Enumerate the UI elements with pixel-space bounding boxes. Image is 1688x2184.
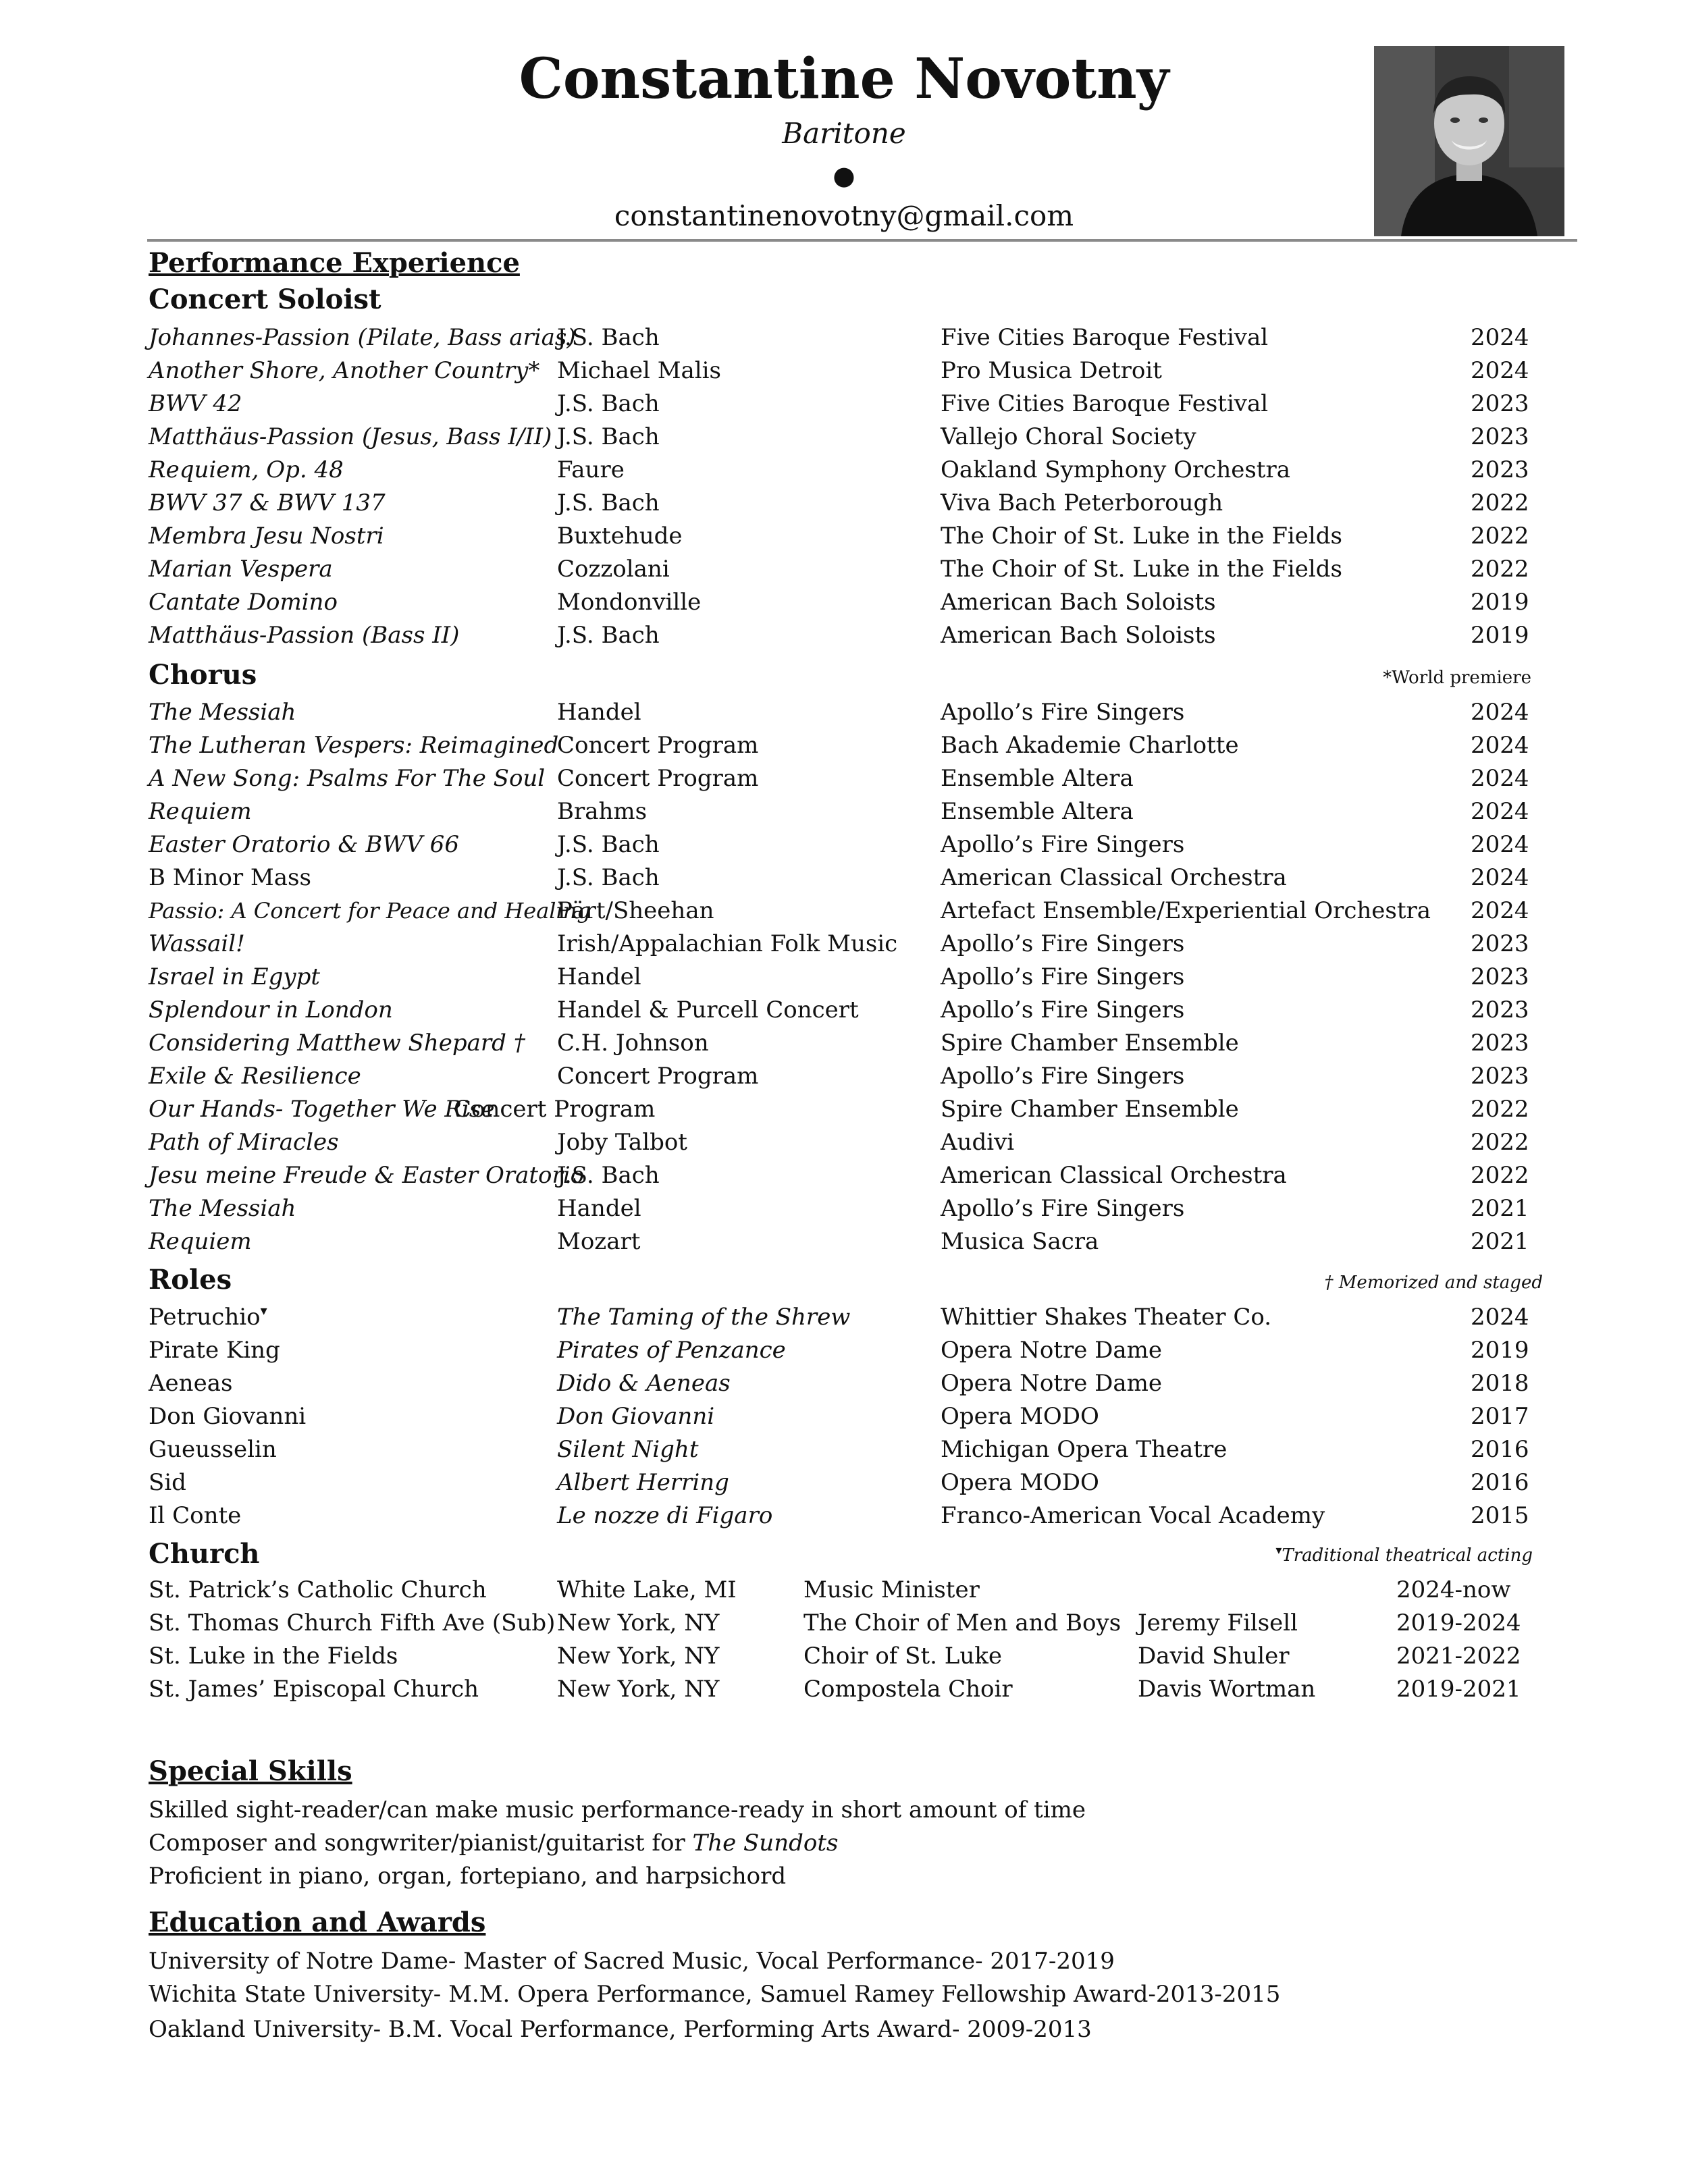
- work-title: Marian Vespera: [149, 556, 333, 583]
- table-row: [0, 1606, 1688, 1640]
- presenter: Spire Chamber Ensemble: [941, 1030, 1239, 1057]
- table-row: [0, 1026, 1688, 1060]
- role-name: Aeneas: [149, 1370, 233, 1397]
- table-row: [0, 519, 1688, 553]
- year: 2017: [1471, 1403, 1529, 1430]
- table-row: [0, 1333, 1688, 1367]
- year: 2024: [1471, 864, 1529, 891]
- work-title: Considering Matthew Shepard †: [149, 1030, 525, 1057]
- presenter: American Classical Orchestra: [941, 1162, 1287, 1189]
- role-name: Il Conte: [149, 1502, 242, 1529]
- work-title: Our Hands- Together We Rise: [149, 1096, 495, 1123]
- presenter: Vallejo Choral Society: [941, 423, 1196, 450]
- composer: J.S. Bach: [557, 423, 660, 450]
- presenter: Apollo’s Fire Singers: [941, 831, 1185, 858]
- composer: Brahms: [557, 798, 648, 825]
- table-row: [0, 420, 1688, 454]
- year: 2023: [1471, 963, 1529, 990]
- work-title: The Messiah: [149, 699, 296, 726]
- table-row: [0, 1573, 1688, 1607]
- chorus-heading: Chorus: [149, 659, 257, 691]
- traditional-acting-note: [1249, 1542, 1533, 1571]
- presenter: Apollo’s Fire Singers: [941, 930, 1185, 957]
- role-text: Petruchio: [149, 1304, 261, 1331]
- table-row: [0, 695, 1688, 729]
- work-title: The Messiah: [149, 1195, 296, 1222]
- composer: Handel: [557, 963, 641, 990]
- education-heading: Education and Awards: [149, 1907, 486, 1938]
- presenter: Apollo’s Fire Singers: [941, 699, 1185, 726]
- opera-title: Albert Herring: [557, 1469, 729, 1496]
- concert-soloist-heading: Concert Soloist: [149, 284, 381, 315]
- year: 2024: [1471, 765, 1529, 792]
- church-name: St. Luke in the Fields: [149, 1643, 398, 1670]
- role-name: Pirate King: [149, 1337, 280, 1364]
- table-row: [0, 321, 1688, 354]
- presenter: The Choir of St. Luke in the Fields: [941, 523, 1342, 550]
- year: 2023: [1471, 1030, 1529, 1057]
- education-item: Wichita State University- M.M. Opera Performance, Samuel Ramey Fellowship Award-2013-2015: [149, 1981, 1281, 2008]
- table-row: [0, 618, 1688, 652]
- year: 2024: [1471, 798, 1529, 825]
- composer: Mondonville: [557, 589, 702, 616]
- table-row: [0, 828, 1688, 861]
- company: Whittier Shakes Theater Co.: [941, 1304, 1272, 1331]
- composer: Cozzolani: [557, 556, 670, 583]
- table-row: [0, 728, 1688, 762]
- company: Opera MODO: [941, 1469, 1099, 1496]
- composer: Concert Program: [557, 765, 759, 792]
- presenter: American Classical Orchestra: [941, 864, 1287, 891]
- table-row: [0, 1125, 1688, 1159]
- presenter: Artefact Ensemble/Experiential Orchestra: [941, 897, 1431, 924]
- composer: Concert Program: [454, 1096, 656, 1123]
- years: 2019-2021: [1396, 1676, 1521, 1703]
- work-title: Another Shore, Another Country*: [149, 357, 540, 384]
- year: 2024: [1471, 357, 1529, 384]
- composer: Irish/Appalachian Folk Music: [557, 930, 898, 957]
- year: 2022: [1471, 1162, 1529, 1189]
- presenter: Ensemble Altera: [941, 765, 1134, 792]
- header-divider: [147, 239, 1577, 242]
- work-title: Passio: A Concert for Peace and Healing: [149, 898, 591, 924]
- church-name: St. James’ Episcopal Church: [149, 1676, 479, 1703]
- year: 2016: [1471, 1469, 1529, 1496]
- work-title: Matthäus-Passion (Jesus, Bass I/II): [149, 423, 552, 450]
- table-row: [0, 1092, 1688, 1126]
- table-row: [0, 1366, 1688, 1400]
- location: White Lake, MI: [557, 1576, 737, 1603]
- year: 2015: [1471, 1502, 1529, 1529]
- year: 2024: [1471, 1304, 1529, 1331]
- opera-title: Pirates of Penzance: [557, 1337, 786, 1364]
- presenter: Five Cities Baroque Festival: [941, 324, 1269, 351]
- role-name: [149, 1300, 267, 1337]
- composer: J.S. Bach: [557, 1162, 660, 1189]
- years: 2021-2022: [1396, 1643, 1521, 1670]
- table-row: [0, 387, 1688, 421]
- composer: Faure: [557, 456, 625, 483]
- opera-title: Don Giovanni: [557, 1403, 715, 1430]
- location: New York, NY: [557, 1643, 720, 1670]
- education-item: Oakland University- B.M. Vocal Performance, Performing Arts Award- 2009-2013: [149, 2016, 1092, 2043]
- table-row: [0, 1466, 1688, 1499]
- special-skills-heading: Special Skills: [149, 1755, 352, 1787]
- composer: Concert Program: [557, 732, 759, 759]
- location: New York, NY: [557, 1609, 720, 1636]
- composer: Handel: [557, 699, 641, 726]
- table-row: [0, 585, 1688, 619]
- traditional-acting-marker: ▾: [1275, 1543, 1282, 1557]
- presenter: American Bach Soloists: [941, 622, 1216, 649]
- work-title: Wassail!: [149, 930, 245, 957]
- work-title: The Lutheran Vespers: Reimagined: [149, 732, 559, 759]
- table-row: [0, 354, 1688, 388]
- work-title: Splendour in London: [149, 996, 393, 1023]
- skill-item: [149, 1826, 838, 1860]
- work-title: A New Song: Psalms For The Soul: [149, 765, 546, 792]
- year: 2022: [1471, 489, 1529, 516]
- work-title: Johannes-Passion (Pilate, Bass arias): [149, 324, 576, 351]
- opera-title: Dido & Aeneas: [557, 1370, 731, 1397]
- role-name: Don Giovanni: [149, 1403, 307, 1430]
- composer: J.S. Bach: [557, 831, 660, 858]
- year: 2024: [1471, 324, 1529, 351]
- table-row: [0, 795, 1688, 828]
- work-title: Israel in Egypt: [149, 963, 321, 990]
- table-row: [0, 552, 1688, 586]
- presenter: Audivi: [941, 1129, 1015, 1156]
- composer: J.S. Bach: [557, 864, 660, 891]
- position: Compostela Choir: [803, 1676, 1013, 1703]
- company: Opera Notre Dame: [941, 1370, 1163, 1397]
- table-row: [0, 453, 1688, 487]
- presenter: The Choir of St. Luke in the Fields: [941, 556, 1342, 583]
- skill-item: Skilled sight-reader/can make music performance-ready in short amount of time: [149, 1796, 1086, 1823]
- performance-heading: Performance Experience: [149, 247, 520, 279]
- headshot-photo: [1374, 46, 1564, 236]
- composer: Handel: [557, 1195, 641, 1222]
- year: 2022: [1471, 1096, 1529, 1123]
- table-row: [0, 894, 1688, 928]
- presenter: Bach Akademie Charlotte: [941, 732, 1239, 759]
- education-item: University of Notre Dame- Master of Sacred Music, Vocal Performance- 2017-2019: [149, 1948, 1115, 1975]
- year: 2019: [1471, 1337, 1529, 1364]
- year: 2021: [1471, 1228, 1529, 1255]
- composer: Joby Talbot: [557, 1129, 687, 1156]
- presenter: Apollo’s Fire Singers: [941, 1195, 1185, 1222]
- year: 2022: [1471, 523, 1529, 550]
- table-row: [0, 1433, 1688, 1466]
- composer: J.S. Bach: [557, 622, 660, 649]
- work-title: Membra Jesu Nostri: [149, 523, 384, 550]
- position: The Choir of Men and Boys: [803, 1609, 1122, 1636]
- company: Franco-American Vocal Academy: [941, 1502, 1325, 1529]
- presenter: American Bach Soloists: [941, 589, 1216, 616]
- headshot-image: [1374, 46, 1564, 236]
- table-row: [0, 1192, 1688, 1225]
- traditional-acting-text: Traditional theatrical acting: [1282, 1545, 1533, 1566]
- composer: Concert Program: [557, 1063, 759, 1090]
- presenter: Pro Musica Detroit: [941, 357, 1162, 384]
- company: Opera Notre Dame: [941, 1337, 1163, 1364]
- table-row: [0, 1639, 1688, 1673]
- years: 2019-2024: [1396, 1609, 1521, 1636]
- presenter: Apollo’s Fire Singers: [941, 996, 1185, 1023]
- table-row: [0, 1059, 1688, 1093]
- year: 2023: [1471, 930, 1529, 957]
- presenter: Musica Sacra: [941, 1228, 1099, 1255]
- opera-title: Silent Night: [557, 1436, 699, 1463]
- skill-text: Composer and songwriter/pianist/guitarist for: [149, 1830, 693, 1857]
- work-title: Exile & Resilience: [149, 1063, 361, 1090]
- work-title: Matthäus-Passion (Bass II): [149, 622, 460, 649]
- location: New York, NY: [557, 1676, 720, 1703]
- composer: Pärt/Sheehan: [557, 897, 714, 924]
- year: 2023: [1471, 390, 1529, 417]
- work-title: Cantate Domino: [149, 589, 338, 616]
- work-title: B Minor Mass: [149, 864, 311, 891]
- position: Music Minister: [803, 1576, 980, 1603]
- table-row: [0, 1158, 1688, 1192]
- composer: Handel & Purcell Concert: [557, 996, 859, 1023]
- composer: Mozart: [557, 1228, 641, 1255]
- presenter: Spire Chamber Ensemble: [941, 1096, 1239, 1123]
- table-row: [0, 861, 1688, 895]
- table-row: [0, 486, 1688, 520]
- year: 2024: [1471, 897, 1529, 924]
- church-heading: Church: [149, 1538, 260, 1570]
- opera-title: Le nozze di Figaro: [557, 1502, 773, 1529]
- table-row: [0, 1672, 1688, 1706]
- voice-type: Baritone: [782, 117, 906, 150]
- composer: C.H. Johnson: [557, 1030, 709, 1057]
- composer: J.S. Bach: [557, 489, 660, 516]
- table-row: [0, 993, 1688, 1027]
- presenter: Apollo’s Fire Singers: [941, 1063, 1185, 1090]
- years: 2024-now: [1396, 1576, 1511, 1603]
- church-name: St. Thomas Church Fifth Ave (Sub): [149, 1609, 556, 1636]
- year: 2022: [1471, 556, 1529, 583]
- work-title: BWV 42: [149, 390, 242, 417]
- company: Opera MODO: [941, 1403, 1099, 1430]
- composer: J.S. Bach: [557, 390, 660, 417]
- year: 2023: [1471, 996, 1529, 1023]
- presenter: Ensemble Altera: [941, 798, 1134, 825]
- director: Jeremy Filsell: [1138, 1609, 1298, 1636]
- page-title: Constantine Novotny: [519, 47, 1169, 111]
- year: 2024: [1471, 699, 1529, 726]
- year: 2021: [1471, 1195, 1529, 1222]
- table-row: [0, 1300, 1688, 1334]
- work-title: Jesu meine Freude & Easter Oratorio: [149, 1162, 585, 1189]
- traditional-acting-marker: ▾: [260, 1302, 267, 1319]
- table-row: [0, 1225, 1688, 1258]
- work-title: Requiem, Op. 48: [149, 456, 344, 483]
- work-title: Requiem: [149, 1228, 252, 1255]
- work-title: Easter Oratorio & BWV 66: [149, 831, 459, 858]
- table-row: [0, 762, 1688, 795]
- table-row: [0, 960, 1688, 994]
- presenter: Apollo’s Fire Singers: [941, 963, 1185, 990]
- presenter: Viva Bach Peterborough: [941, 489, 1223, 516]
- roles-heading: Roles: [149, 1264, 232, 1296]
- role-name: Gueusselin: [149, 1436, 277, 1463]
- year: 2019: [1471, 622, 1529, 649]
- company: Michigan Opera Theatre: [941, 1436, 1228, 1463]
- year: 2024: [1471, 831, 1529, 858]
- work-title: Path of Miracles: [149, 1129, 339, 1156]
- director: David Shuler: [1138, 1643, 1290, 1670]
- year: 2023: [1471, 423, 1529, 450]
- position: Choir of St. Luke: [803, 1643, 1002, 1670]
- table-row: [0, 927, 1688, 961]
- table-row: [0, 1400, 1688, 1433]
- band-name: The Sundots: [692, 1830, 839, 1857]
- skill-item: Proficient in piano, organ, fortepiano, and harpsichord: [149, 1863, 787, 1890]
- composer: Buxtehude: [557, 523, 683, 550]
- year: 2019: [1471, 589, 1529, 616]
- composer: Michael Malis: [557, 357, 721, 384]
- header-bullet: ●: [833, 161, 855, 190]
- presenter: Five Cities Baroque Festival: [941, 390, 1269, 417]
- composer: J.S. Bach: [557, 324, 660, 351]
- work-title: Requiem: [149, 798, 252, 825]
- role-name: Sid: [149, 1469, 186, 1496]
- director: Davis Wortman: [1138, 1676, 1316, 1703]
- memorized-staged-note: † Memorized and staged: [1324, 1273, 1543, 1293]
- presenter: Oakland Symphony Orchestra: [941, 456, 1290, 483]
- opera-title: The Taming of the Shrew: [557, 1304, 851, 1331]
- year: 2022: [1471, 1129, 1529, 1156]
- year: 2023: [1471, 456, 1529, 483]
- year: 2024: [1471, 732, 1529, 759]
- work-title: BWV 37 & BWV 137: [149, 489, 386, 516]
- table-row: [0, 1499, 1688, 1533]
- year: 2023: [1471, 1063, 1529, 1090]
- year: 2016: [1471, 1436, 1529, 1463]
- email-address[interactable]: constantinenovotny@gmail.com: [614, 199, 1074, 232]
- year: 2018: [1471, 1370, 1529, 1397]
- world-premiere-note: *World premiere: [1383, 668, 1531, 688]
- church-name: St. Patrick’s Catholic Church: [149, 1576, 487, 1603]
